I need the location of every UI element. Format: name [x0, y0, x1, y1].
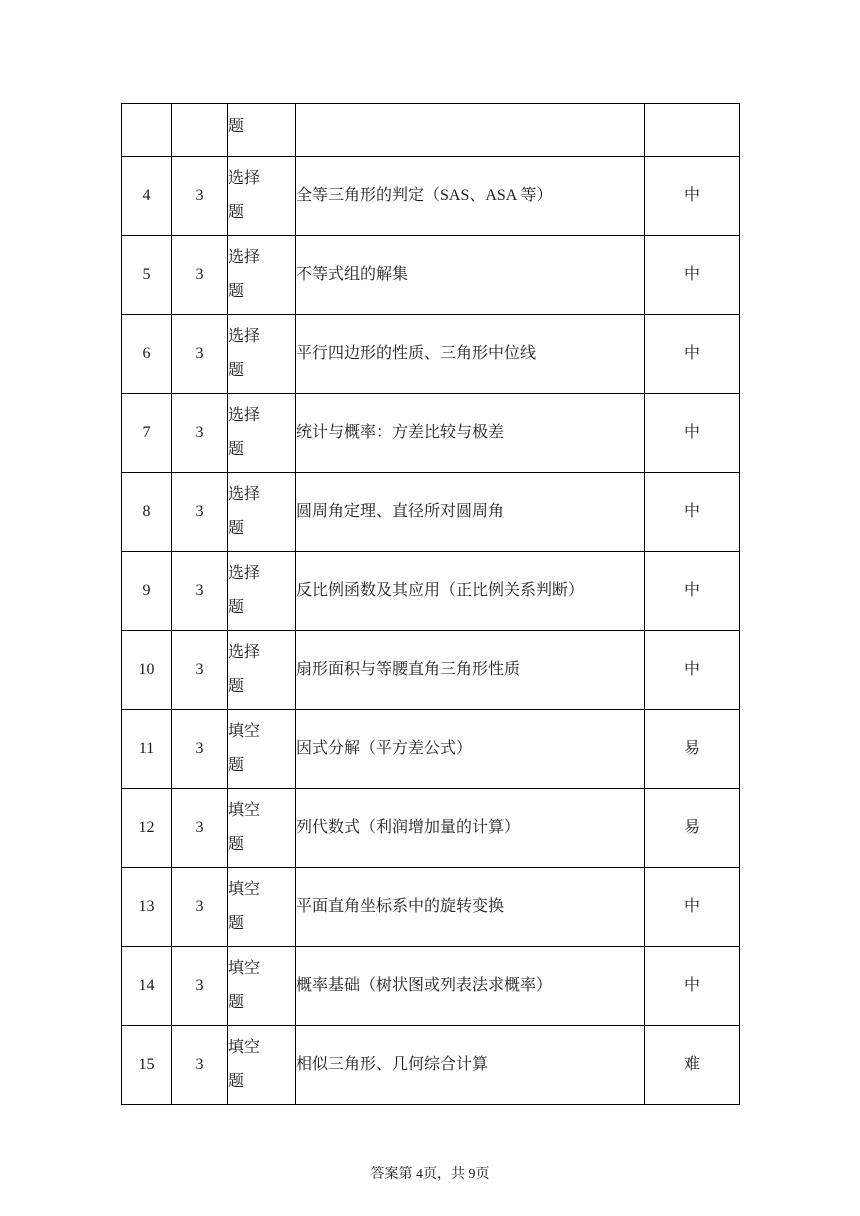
table-row: [122, 315, 740, 394]
question-number-cell: 10: [122, 631, 172, 710]
question-type-text: 选择题: [228, 407, 261, 458]
difficulty-cell: 易: [645, 710, 740, 789]
question-number-cell: 12: [122, 789, 172, 868]
table-row: [122, 631, 740, 710]
table-row: [122, 1026, 740, 1105]
score-cell: [172, 104, 228, 157]
question-type-text: 选择题: [228, 565, 261, 616]
topic-cell: 因式分解（平方差公式）: [296, 710, 645, 789]
score-cell: 3: [172, 947, 228, 1026]
question-number-cell: 6: [122, 315, 172, 394]
table-row: [122, 473, 740, 552]
topic-cell: 不等式组的解集: [296, 236, 645, 315]
question-type-cell: [228, 552, 296, 631]
table-row: [122, 157, 740, 236]
score-cell: 3: [172, 631, 228, 710]
question-number-cell: 14: [122, 947, 172, 1026]
question-type-cell: [228, 157, 296, 236]
question-type-cell: [228, 1026, 296, 1105]
question-type-cell: [228, 789, 296, 868]
topic-cell: 平面直角坐标系中的旋转变换: [296, 868, 645, 947]
question-number-cell: 15: [122, 1026, 172, 1105]
question-type-text: 选择题: [228, 644, 261, 695]
question-type-text: 填空题: [228, 802, 261, 853]
question-type-cell: [228, 947, 296, 1026]
topic-cell: 统计与概率：方差比较与极差: [296, 394, 645, 473]
table-row: [122, 552, 740, 631]
score-cell: 3: [172, 236, 228, 315]
question-number-cell: 11: [122, 710, 172, 789]
table-row: [122, 789, 740, 868]
question-number-cell: [122, 104, 172, 157]
question-type-cell: [228, 868, 296, 947]
topic-cell: 相似三角形、几何综合计算: [296, 1026, 645, 1105]
topic-cell: 列代数式（利润增加量的计算）: [296, 789, 645, 868]
difficulty-cell: 中: [645, 868, 740, 947]
difficulty-cell: 中: [645, 236, 740, 315]
question-type-text: 填空题: [228, 1039, 261, 1090]
question-type-text: 选择题: [228, 170, 261, 221]
difficulty-cell: 难: [645, 1026, 740, 1105]
question-type-cell: [228, 710, 296, 789]
question-type-cell: [228, 104, 296, 157]
score-cell: 3: [172, 789, 228, 868]
table-row: [122, 394, 740, 473]
difficulty-cell: 中: [645, 157, 740, 236]
score-cell: 3: [172, 394, 228, 473]
topic-cell: 全等三角形的判定（SAS、ASA 等）: [296, 157, 645, 236]
question-type-text: 填空题: [228, 723, 261, 774]
difficulty-cell: 中: [645, 315, 740, 394]
score-cell: 3: [172, 552, 228, 631]
question-type-text: 选择题: [228, 486, 261, 537]
answer-analysis-table: [121, 103, 740, 1105]
difficulty-cell: 中: [645, 394, 740, 473]
topic-cell: 圆周角定理、直径所对圆周角: [296, 473, 645, 552]
score-cell: 3: [172, 868, 228, 947]
question-type-cell: [228, 394, 296, 473]
question-type-text: 选择题: [228, 249, 261, 300]
difficulty-cell: [645, 104, 740, 157]
topic-cell: [296, 104, 645, 157]
difficulty-cell: 中: [645, 631, 740, 710]
question-number-cell: 13: [122, 868, 172, 947]
question-type-cell: [228, 315, 296, 394]
score-cell: 3: [172, 157, 228, 236]
difficulty-cell: 易: [645, 789, 740, 868]
table-row: [122, 710, 740, 789]
topic-cell: 概率基础（树状图或列表法求概率）: [296, 947, 645, 1026]
question-number-cell: 4: [122, 157, 172, 236]
question-number-cell: 5: [122, 236, 172, 315]
question-number-cell: 7: [122, 394, 172, 473]
topic-cell: 平行四边形的性质、三角形中位线: [296, 315, 645, 394]
table-row-continuation: [122, 104, 740, 157]
score-cell: 3: [172, 315, 228, 394]
topic-cell: 反比例函数及其应用（正比例关系判断）: [296, 552, 645, 631]
question-type-cell: [228, 631, 296, 710]
difficulty-cell: 中: [645, 552, 740, 631]
score-cell: 3: [172, 473, 228, 552]
score-cell: 3: [172, 710, 228, 789]
page-footer: 答案第 4页，共 9页: [370, 1167, 490, 1182]
question-type-text: 填空题: [228, 881, 261, 932]
difficulty-cell: 中: [645, 473, 740, 552]
question-type-cell: [228, 473, 296, 552]
question-number-cell: 8: [122, 473, 172, 552]
difficulty-cell: 中: [645, 947, 740, 1026]
table-body: [122, 104, 740, 1105]
table-row: [122, 236, 740, 315]
score-cell: 3: [172, 1026, 228, 1105]
question-type-text: 题: [228, 118, 245, 135]
question-number-cell: 9: [122, 552, 172, 631]
question-type-cell: [228, 236, 296, 315]
table-row: [122, 947, 740, 1026]
question-type-text: 填空题: [228, 960, 261, 1011]
topic-cell: 扇形面积与等腰直角三角形性质: [296, 631, 645, 710]
table-row: [122, 868, 740, 947]
question-type-text: 选择题: [228, 328, 261, 379]
